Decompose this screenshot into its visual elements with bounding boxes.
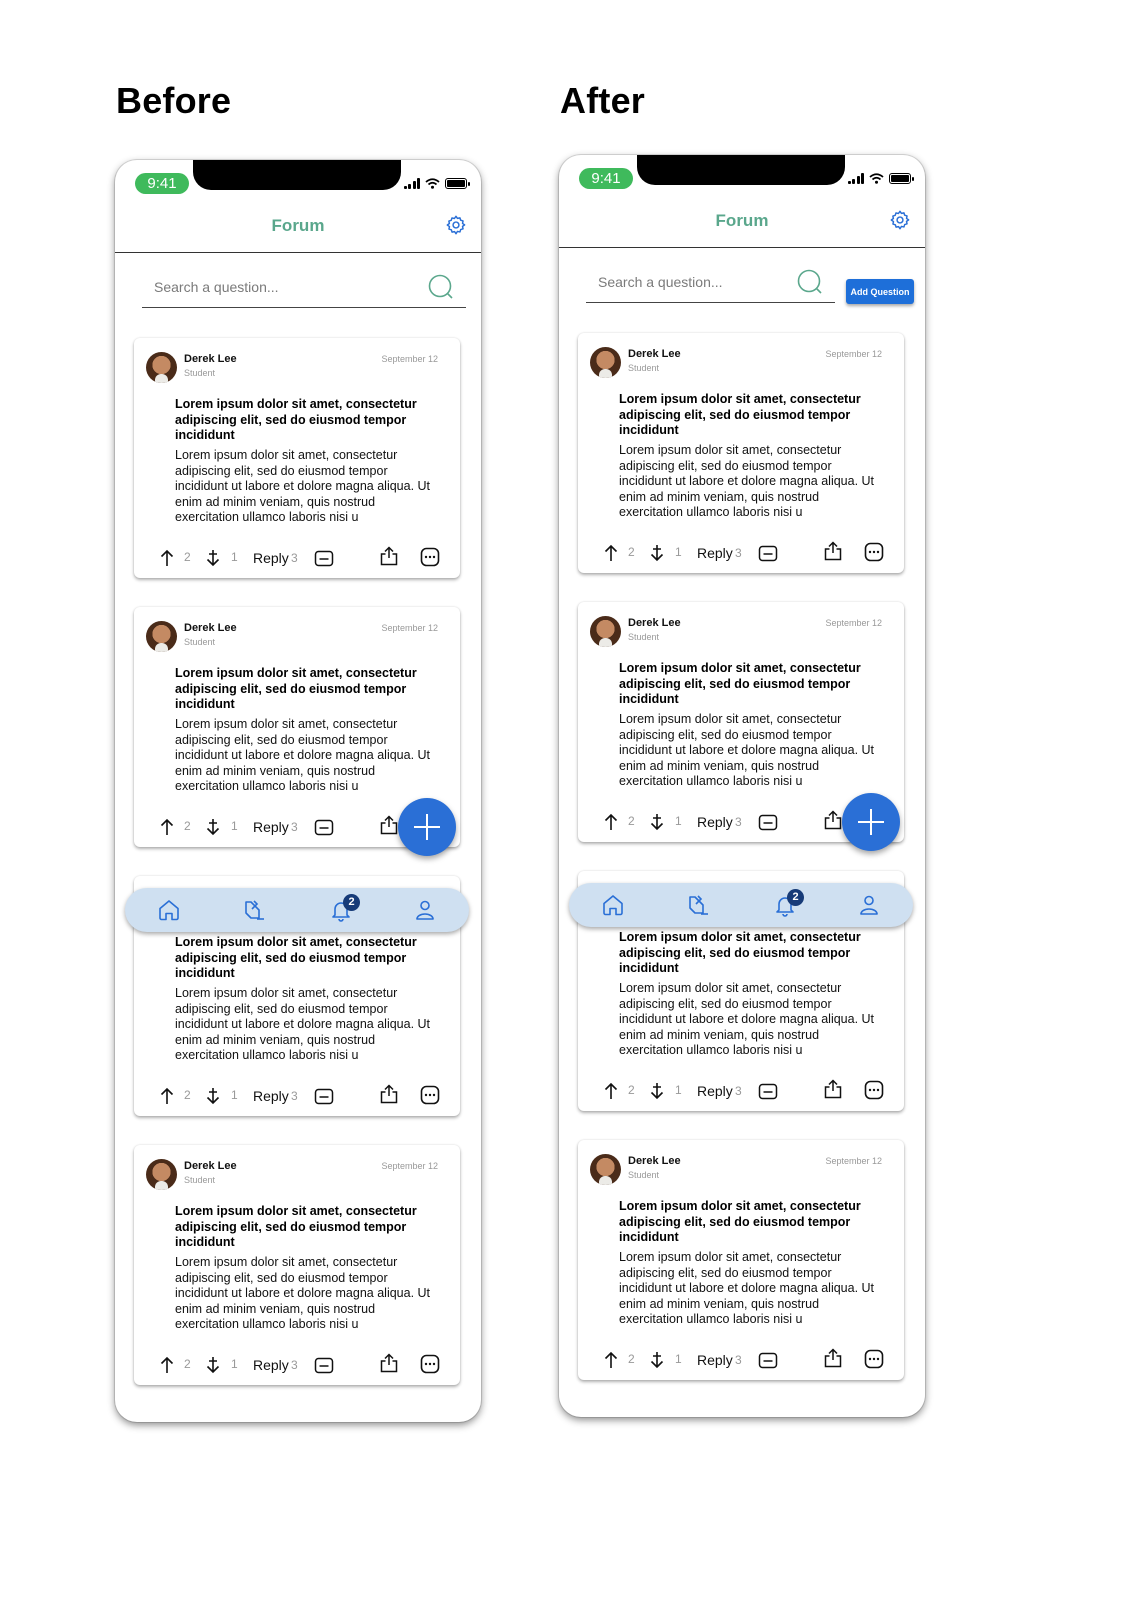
gear-icon[interactable] — [889, 209, 911, 231]
add-post-fab[interactable] — [842, 793, 900, 851]
post-title: Lorem ipsum dolor sit amet, consectetur adipiscing elit, sed do eiusmod tempor incididunt — [619, 1199, 861, 1244]
upvote-count: 2 — [628, 545, 635, 559]
reply-count: 3 — [291, 551, 298, 565]
post-date: September 12 — [825, 1156, 882, 1166]
avatar — [146, 621, 177, 652]
search-bar — [142, 268, 466, 308]
downvote-icon[interactable] — [647, 543, 667, 563]
share-icon[interactable] — [379, 1353, 399, 1373]
downvote-icon[interactable] — [203, 1355, 223, 1375]
before-heading: Before — [116, 80, 232, 121]
post-date: September 12 — [381, 1161, 438, 1171]
status-icons — [848, 173, 912, 184]
post-author: Derek Lee — [628, 1155, 681, 1167]
upvote-count: 2 — [628, 1083, 635, 1097]
folder-icon[interactable] — [758, 543, 778, 563]
more-icon[interactable] — [420, 1354, 440, 1374]
more-icon[interactable] — [864, 542, 884, 562]
post-author: Derek Lee — [184, 1160, 237, 1172]
post-body: Lorem ipsum dolor sit amet, consectetur adipiscing elit, sed do eiusmod tempor incididunt ut labore et dolore magna aliqua. Ut enim ad minim veniam, quis nostrud exercitation ullamco laboris nisi u — [619, 712, 875, 788]
post-body: Lorem ipsum dolor sit amet, consectetur adipiscing elit, sed do eiusmod tempor incididunt ut labore et dolore magna aliqua. Ut enim ad minim veniam, quis nostrud exercitation ullamco laboris nisi u — [619, 981, 875, 1057]
upvote-count: 2 — [184, 1088, 191, 1102]
reply-button[interactable]: Reply — [697, 814, 733, 830]
post-card[interactable] — [578, 1140, 904, 1380]
folder-icon[interactable] — [314, 817, 334, 837]
upvote-icon[interactable] — [157, 1086, 177, 1106]
post-title: Lorem ipsum dolor sit amet, consectetur adipiscing elit, sed do eiusmod tempor incididunt — [619, 392, 861, 437]
post-date: September 12 — [381, 354, 438, 364]
more-icon[interactable] — [864, 1080, 884, 1100]
battery-icon — [445, 178, 467, 189]
more-icon[interactable] — [864, 1349, 884, 1369]
plus-icon — [856, 807, 886, 837]
post-actions — [578, 541, 904, 565]
post-actions — [134, 1084, 460, 1108]
share-icon[interactable] — [379, 815, 399, 835]
downvote-icon[interactable] — [203, 548, 223, 568]
folder-icon[interactable] — [314, 1086, 334, 1106]
status-time: 9:41 — [579, 168, 633, 189]
post-date: September 12 — [825, 349, 882, 359]
reply-count: 3 — [291, 820, 298, 834]
post-date: September 12 — [381, 623, 438, 633]
post-author: Derek Lee — [628, 348, 681, 360]
downvote-count: 1 — [675, 1083, 682, 1097]
reply-button[interactable]: Reply — [253, 819, 289, 835]
post-title: Lorem ipsum dolor sit amet, consectetur adipiscing elit, sed do eiusmod tempor incididunt — [175, 935, 417, 980]
upvote-count: 2 — [628, 814, 635, 828]
notifications-tab[interactable] — [773, 893, 797, 917]
plus-icon — [412, 812, 442, 842]
upvote-count: 2 — [184, 819, 191, 833]
search-icon[interactable] — [428, 274, 454, 300]
phone-before — [115, 160, 481, 1422]
signal-icon — [848, 173, 865, 184]
reply-count: 3 — [735, 1353, 742, 1367]
post-card[interactable] — [578, 333, 904, 573]
upvote-count: 2 — [628, 1352, 635, 1366]
edit-icon[interactable] — [243, 898, 267, 922]
post-body: Lorem ipsum dolor sit amet, consectetur adipiscing elit, sed do eiusmod tempor incididunt ut labore et dolore magna aliqua. Ut enim ad minim veniam, quis nostrud exercitation ullamco laboris nisi u — [175, 986, 431, 1062]
share-icon[interactable] — [379, 1084, 399, 1104]
post-body: Lorem ipsum dolor sit amet, consectetur adipiscing elit, sed do eiusmod tempor incididunt ut labore et dolore magna aliqua. Ut enim ad minim veniam, quis nostrud exercitation ullamco laboris nisi u — [619, 1250, 875, 1326]
post-body: Lorem ipsum dolor sit amet, consectetur adipiscing elit, sed do eiusmod tempor incididunt ut labore et dolore magna aliqua. Ut enim ad minim veniam, quis nostrud exercitation ullamco laboris nisi u — [175, 1255, 431, 1331]
reply-count: 3 — [291, 1089, 298, 1103]
post-role: Student — [184, 637, 216, 647]
post-author: Derek Lee — [184, 353, 237, 365]
notch — [193, 160, 401, 190]
post-role: Student — [628, 363, 660, 373]
post-title: Lorem ipsum dolor sit amet, consectetur adipiscing elit, sed do eiusmod tempor incididunt — [175, 666, 417, 711]
notifications-tab[interactable] — [329, 898, 353, 922]
battery-icon — [889, 173, 911, 184]
downvote-icon[interactable] — [203, 817, 223, 837]
share-icon[interactable] — [823, 1348, 843, 1368]
downvote-count: 1 — [231, 1357, 238, 1371]
reply-count: 3 — [735, 546, 742, 560]
post-date: September 12 — [825, 618, 882, 628]
downvote-icon[interactable] — [647, 812, 667, 832]
post-role: Student — [628, 632, 660, 642]
upvote-icon[interactable] — [601, 1081, 621, 1101]
reply-button[interactable]: Reply — [253, 550, 289, 566]
post-body: Lorem ipsum dolor sit amet, consectetur adipiscing elit, sed do eiusmod tempor incididunt ut labore et dolore magna aliqua. Ut enim ad minim veniam, quis nostrud exercitation ullamco laboris nisi u — [619, 443, 875, 519]
header-divider — [115, 252, 481, 253]
reply-count: 3 — [735, 1084, 742, 1098]
downvote-count: 1 — [231, 1088, 238, 1102]
wifi-icon — [425, 178, 440, 189]
status-icons — [404, 178, 468, 189]
more-icon[interactable] — [420, 1085, 440, 1105]
post-title: Lorem ipsum dolor sit amet, consectetur adipiscing elit, sed do eiusmod tempor incididunt — [619, 661, 861, 706]
share-icon[interactable] — [823, 541, 843, 561]
folder-icon[interactable] — [314, 1355, 334, 1375]
reply-button[interactable]: Reply — [697, 545, 733, 561]
post-actions — [134, 1353, 460, 1377]
avatar — [590, 616, 621, 647]
post-author: Derek Lee — [628, 617, 681, 629]
share-icon[interactable] — [379, 546, 399, 566]
reply-button[interactable]: Reply — [697, 1352, 733, 1368]
upvote-icon[interactable] — [157, 548, 177, 568]
avatar — [590, 347, 621, 378]
post-role: Student — [184, 368, 216, 378]
after-heading: After — [560, 80, 646, 121]
downvote-count: 1 — [231, 550, 238, 564]
avatar — [146, 352, 177, 383]
upvote-icon[interactable] — [601, 812, 621, 832]
wifi-icon — [869, 173, 884, 184]
post-author: Derek Lee — [184, 622, 237, 634]
post-title: Lorem ipsum dolor sit amet, consectetur adipiscing elit, sed do eiusmod tempor incididunt — [619, 930, 861, 975]
upvote-count: 2 — [184, 550, 191, 564]
share-icon[interactable] — [823, 810, 843, 830]
reply-count: 3 — [291, 1358, 298, 1372]
downvote-count: 1 — [675, 1352, 682, 1366]
status-time: 9:41 — [135, 173, 189, 194]
bottom-nav — [125, 888, 469, 932]
search-bar — [586, 263, 835, 303]
post-body: Lorem ipsum dolor sit amet, consectetur adipiscing elit, sed do eiusmod tempor incididunt ut labore et dolore magna aliqua. Ut enim ad minim veniam, quis nostrud exercitation ullamco laboris nisi u — [175, 717, 431, 793]
post-body: Lorem ipsum dolor sit amet, consectetur adipiscing elit, sed do eiusmod tempor incididunt ut labore et dolore magna aliqua. Ut enim ad minim veniam, quis nostrud exercitation ullamco laboris nisi u — [175, 448, 431, 524]
phone-after — [559, 155, 925, 1417]
post-actions — [134, 546, 460, 570]
downvote-icon[interactable] — [203, 1086, 223, 1106]
user-icon[interactable] — [857, 893, 881, 917]
gear-icon[interactable] — [445, 214, 467, 236]
upvote-icon[interactable] — [601, 543, 621, 563]
downvote-count: 1 — [675, 545, 682, 559]
upvote-icon[interactable] — [157, 1355, 177, 1375]
reply-button[interactable]: Reply — [253, 1357, 289, 1373]
notification-badge: 2 — [787, 889, 804, 906]
app-title: Forum — [271, 216, 325, 235]
user-icon[interactable] — [413, 898, 437, 922]
more-icon[interactable] — [420, 547, 440, 567]
home-icon[interactable] — [601, 893, 625, 917]
folder-icon[interactable] — [758, 1350, 778, 1370]
downvote-count: 1 — [231, 819, 238, 833]
avatar — [146, 1159, 177, 1190]
share-icon[interactable] — [823, 1079, 843, 1099]
post-card[interactable] — [134, 1145, 460, 1385]
avatar — [590, 1154, 621, 1185]
bottom-nav — [569, 883, 913, 927]
post-actions — [578, 1079, 904, 1103]
notch — [637, 155, 845, 185]
reply-button[interactable]: Reply — [253, 1088, 289, 1104]
edit-icon[interactable] — [687, 893, 711, 917]
search-input[interactable] — [142, 268, 402, 306]
downvote-icon[interactable] — [647, 1081, 667, 1101]
post-actions — [578, 1348, 904, 1372]
upvote-count: 2 — [184, 1357, 191, 1371]
post-title: Lorem ipsum dolor sit amet, consectetur adipiscing elit, sed do eiusmod tempor incididunt — [175, 1204, 417, 1249]
upvote-icon[interactable] — [601, 1350, 621, 1370]
post-card[interactable] — [134, 338, 460, 578]
folder-icon[interactable] — [758, 1081, 778, 1101]
post-role: Student — [628, 1170, 660, 1180]
search-icon[interactable] — [797, 269, 823, 295]
search-input[interactable] — [586, 263, 786, 301]
add-question-button[interactable]: Add Question — [846, 279, 914, 304]
add-post-fab[interactable] — [398, 798, 456, 856]
post-title: Lorem ipsum dolor sit amet, consectetur adipiscing elit, sed do eiusmod tempor incididunt — [175, 397, 417, 442]
downvote-count: 1 — [675, 814, 682, 828]
post-role: Student — [184, 1175, 216, 1185]
upvote-icon[interactable] — [157, 817, 177, 837]
reply-count: 3 — [735, 815, 742, 829]
folder-icon[interactable] — [758, 812, 778, 832]
folder-icon[interactable] — [314, 548, 334, 568]
header-divider — [559, 247, 925, 248]
app-title: Forum — [715, 211, 769, 230]
signal-icon — [404, 178, 421, 189]
reply-button[interactable]: Reply — [697, 1083, 733, 1099]
notification-badge: 2 — [343, 894, 360, 911]
home-icon[interactable] — [157, 898, 181, 922]
downvote-icon[interactable] — [647, 1350, 667, 1370]
